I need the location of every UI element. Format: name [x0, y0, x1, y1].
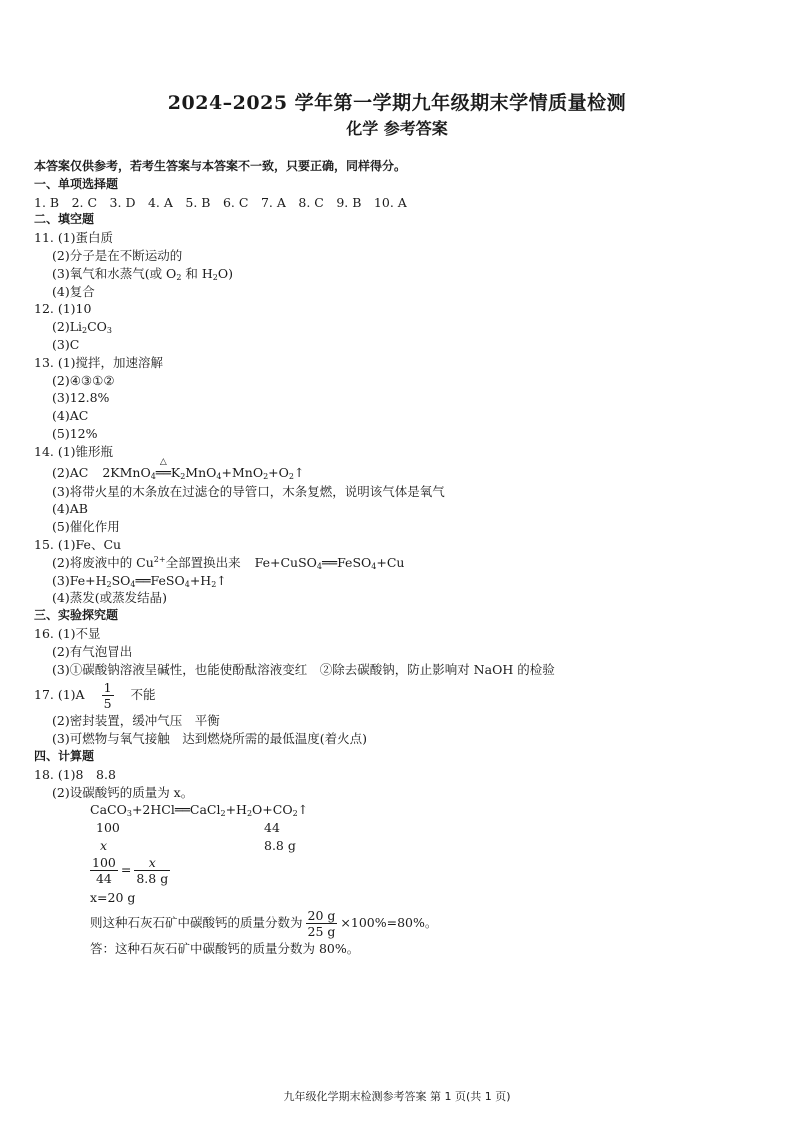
- q13-part3: (3)12.8%: [52, 390, 110, 406]
- q18-equation: $CaCO_3+2HCl══CaCl_2+H_2O+CO_2↑$: [90, 802, 309, 819]
- q13-part2: (2)④③①②: [52, 372, 115, 388]
- choice-answers: 1. B 2. C 3. D 4. A 5. B 6. C 7. A 8. C 9. B 10. A: [34, 194, 407, 210]
- q12-part2: $(2)Li_2CO_3$: [52, 319, 113, 336]
- q11-part4: (4)复合: [52, 283, 95, 299]
- q15-part1: 15. (1)Fe、Cu: [34, 536, 122, 552]
- section-experiment-heading: 三、实验探究题: [34, 608, 119, 623]
- q16-part1: 16. (1)不显: [34, 625, 101, 641]
- page-subtitle: 化学 参考答案: [346, 119, 448, 138]
- section-fill-heading: 二、填空题: [34, 212, 95, 227]
- q17-part2: (2)密封装置，缓冲气压 平衡: [52, 713, 220, 729]
- q14-part1: 14. (1)锥形瓶: [34, 443, 114, 459]
- q14-part4: (4)AB: [52, 501, 88, 517]
- q15-part4: (4)蒸发(或蒸发结晶): [52, 590, 167, 606]
- q18-part1: 18. (1)8 8.8: [34, 766, 116, 782]
- q13-part1: 13. (1)搅拌，加速溶解: [34, 354, 164, 370]
- q11-part2: (2)分子是在不断运动的: [52, 247, 183, 263]
- q11-part1: 11. (1)蛋白质: [34, 230, 114, 246]
- section-choice-heading: 一、单项选择题: [34, 176, 119, 191]
- q13-part5: (5)12%: [52, 425, 98, 441]
- q14-part3: (3)将带火星的木条放在过滤仓的导管口，木条复燃，说明该气体是氧气: [52, 483, 445, 499]
- q18-ratio: $\frac{100}{44}$ = $\frac{x}{8.8 g}$: [92, 854, 169, 886]
- page-title: 2024–2025 学年第一学期九年级期末学情质量检测: [167, 92, 627, 114]
- section-calculation-heading: 四、计算题: [34, 748, 95, 763]
- page-footer: 九年级化学期末检测参考答案 第 1 页(共 1 页): [283, 1090, 511, 1103]
- q14-part2: (2)AC 2KMnO$_4$ △ $══K_2MnO_4+MnO_2+O_2↑$: [52, 456, 305, 481]
- q12-part3: (3)C: [52, 336, 80, 352]
- q15-part3: $(3)Fe+H_2SO_4══FeSO_4+H_2↑$: [52, 572, 227, 589]
- q18-answer: 答：这种石灰石矿中碳酸钙的质量分数为 80%。: [90, 941, 360, 957]
- q11-part3: (3)氧气和水蒸气(或 $O_2$ 和 $H_2O$): [52, 265, 233, 282]
- q16-part2: (2)有气泡冒出: [52, 643, 133, 659]
- q17-part3: (3)可燃物与氧气接触 达到燃烧所需的最低温度(着火点): [52, 731, 367, 747]
- q15-part2: (2)将废液中的 $Cu^{2+}$全部置换出来 Fe+CuSO$_4$══FeSO$_4$+Cu: [52, 554, 405, 571]
- answer-note: 本答案仅供参考，若考生答案与本答案不一致，只要正确，同样得分。: [34, 159, 407, 173]
- q13-part4: (4)AC: [52, 408, 89, 424]
- fraction-one-fifth: $\frac{1}{5}$: [103, 680, 112, 712]
- q18-mass-row: 100 44: [96, 820, 280, 836]
- q18-variable-row: x 8.8 g: [100, 837, 296, 853]
- answer-content: [34, 158, 764, 958]
- q18-part2: (2)设碳酸钙的质量为 x。: [52, 784, 194, 800]
- q17-part1: 17. (1)A $\frac{1}{5}$ 不能: [34, 680, 156, 712]
- q16-part3: (3)①碳酸钠溶液呈碱性，也能使酚酞溶液变红 ②除去碳酸钠，防止影响对 NaOH 的检验: [52, 661, 555, 677]
- q18-percentage: 则这种石灰石矿中碳酸钙的质量分数为 $\frac{20 g}{25 g}$ ×100%=80%。: [90, 908, 438, 940]
- q14-part5: (5)催化作用: [52, 519, 120, 535]
- q18-result: x=20 g: [90, 889, 136, 905]
- q12-part1: 12. (1)10: [34, 301, 92, 317]
